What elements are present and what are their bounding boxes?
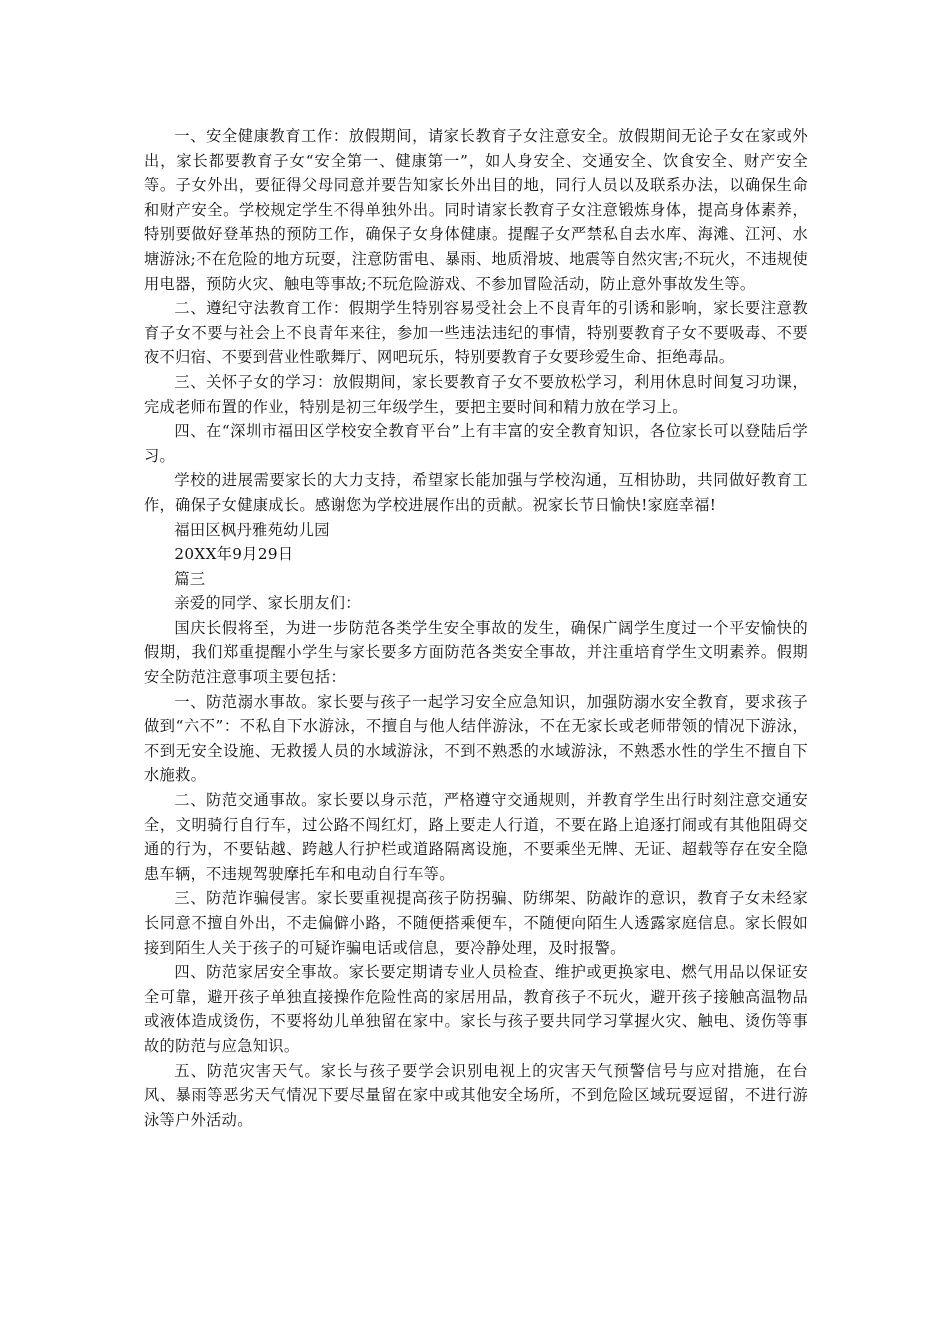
paragraph-fraud: 三、防范诈骗侵害。家长要重视提高孩子防拐骗、防绑架、防敲诈的意识，教育子女未经家长同意不擅自外出，不走偏僻小路，不随便搭乘便车，不随便向陌生人透露家庭信息。家长假如接到陌生人关于孩子的可疑诈骗电话或信息，要冷静处理，及时报警。 [144, 889, 808, 957]
paragraph-home-safety: 四、防范家居安全事故。家长要定期请专业人员检查、维护或更换家电、燃气用品以保证安全可靠，避开孩子单独直接操作危险性高的家居用品，教育孩子不玩火，避开孩子接触高温物品或液体造成烫伤，不要将幼儿单独留在家中。家长与孩子要共同学习掌握火灾、触电、烫伤等事故的防范与应急知识。 [144, 963, 808, 1055]
paragraph-study: 三、关怀子女的学习：放假期间，家长要教育子女不要放松学习，利用休息时间复习功课，完成老师布置的作业，特别是初三年级学生，要把主要时间和精力放在学习上。 [144, 372, 808, 416]
paragraph-closing: 学校的进展需要家长的大力支持，希望家长能加强与学校沟通，互相协助，共同做好教育工作，确保子女健康成长。感谢您为学校进展作出的贡献。祝家长节日愉快!家庭幸福! [144, 471, 808, 514]
section-heading: 篇三 [174, 569, 206, 588]
paragraph-traffic: 二、防范交通事故。家长要以身示范，严格遵守交通规则，并教育学生出行时刻注意交通安全，文明骑行自行车，过公路不闯红灯，路上要走人行道，不要在路上追逐打闹或有其他阻碍交通的行为，不要钻越、跨越人行护栏或道路隔离设施，不要乘坐无牌、无证、超载等存在安全隐患车辆，不违规驾驶摩托车和电动自行车等。 [144, 791, 808, 883]
document-body [144, 124, 808, 1132]
paragraph-safety-health: 一、安全健康教育工作：放假期间，请家长教育子女注意安全。放假期间无论子女在家或外出，家长都要教育子女“安全第一、健康第一”，如人身安全、交通安全、饮食安全、财产安全等。子女外出，要征得父母同意并要告知家长外出目的地，同行人员以及联系办法，以确保生命和财产安全。学校规定学生不得单独外出。同时请家长教育子女注意锻炼身体，提高身体素养，特别要做好登革热的预防工作，确保子女身体健康。提醒子女严禁私自去水库、海滩、江河、水塘游泳;不在危险的地方玩耍，注意防雷电、暴雨、地质滑坡、地震等自然灾害;不玩火，不违规使用电器，预防火灾、触电等事故;不玩危险游戏、不参加冒险活动，防止意外事故发生等。 [144, 127, 808, 293]
paragraph-intro: 国庆长假将至，为进一步防范各类学生安全事故的发生，确保广阔学生度过一个平安愉快的假期，我们郑重提醒小学生与家长要多方面防范各类安全事故，并注重培育学生文明素养。假期安全防范注意事项主要包括： [144, 618, 808, 687]
paragraph-education-platform: 四、在“深圳市福田区学校安全教育平台”上有丰富的安全教育知识，各位家长可以登陆后学习。 [144, 422, 808, 465]
greeting: 亲爱的同学、家长朋友们： [174, 594, 361, 613]
paragraph-weather: 五、防范灾害天气。家长与孩子要学会识别电视上的灾害天气预警信号与应对措施，在台风、暴雨等恶劣天气情况下要尽量留在家中或其他安全场所，不到危险区域玩耍逗留，不进行游泳等户外活动。 [144, 1061, 808, 1129]
paragraph-drowning: 一、防范溺水事故。家长要与孩子一起学习安全应急知识，加强防溺水安全教育，要求孩子做到“六不”：不私自下水游泳，不擅自与他人结伴游泳，不在无家长或老师带领的情况下游泳，不到无安全设施、无救援人员的水域游泳，不到不熟悉的水域游泳，不熟悉水性的学生不擅自下水施救。 [144, 692, 808, 785]
date: 20XX年9月29日 [174, 545, 294, 564]
signature: 福田区枫丹雅苑幼儿园 [174, 520, 330, 539]
paragraph-law-discipline: 二、遵纪守法教育工作：假期学生特别容易受社会上不良青年的引诱和影响，家长要注意教育子女不要与社会上不良青年来往，参加一些违法违纪的事情，特别要教育子女不要吸毒、不要夜不归宿、不要到营业性歌舞厅、网吧玩乐，特别要教育子女要珍爱生命、拒绝毒品。 [144, 299, 808, 367]
